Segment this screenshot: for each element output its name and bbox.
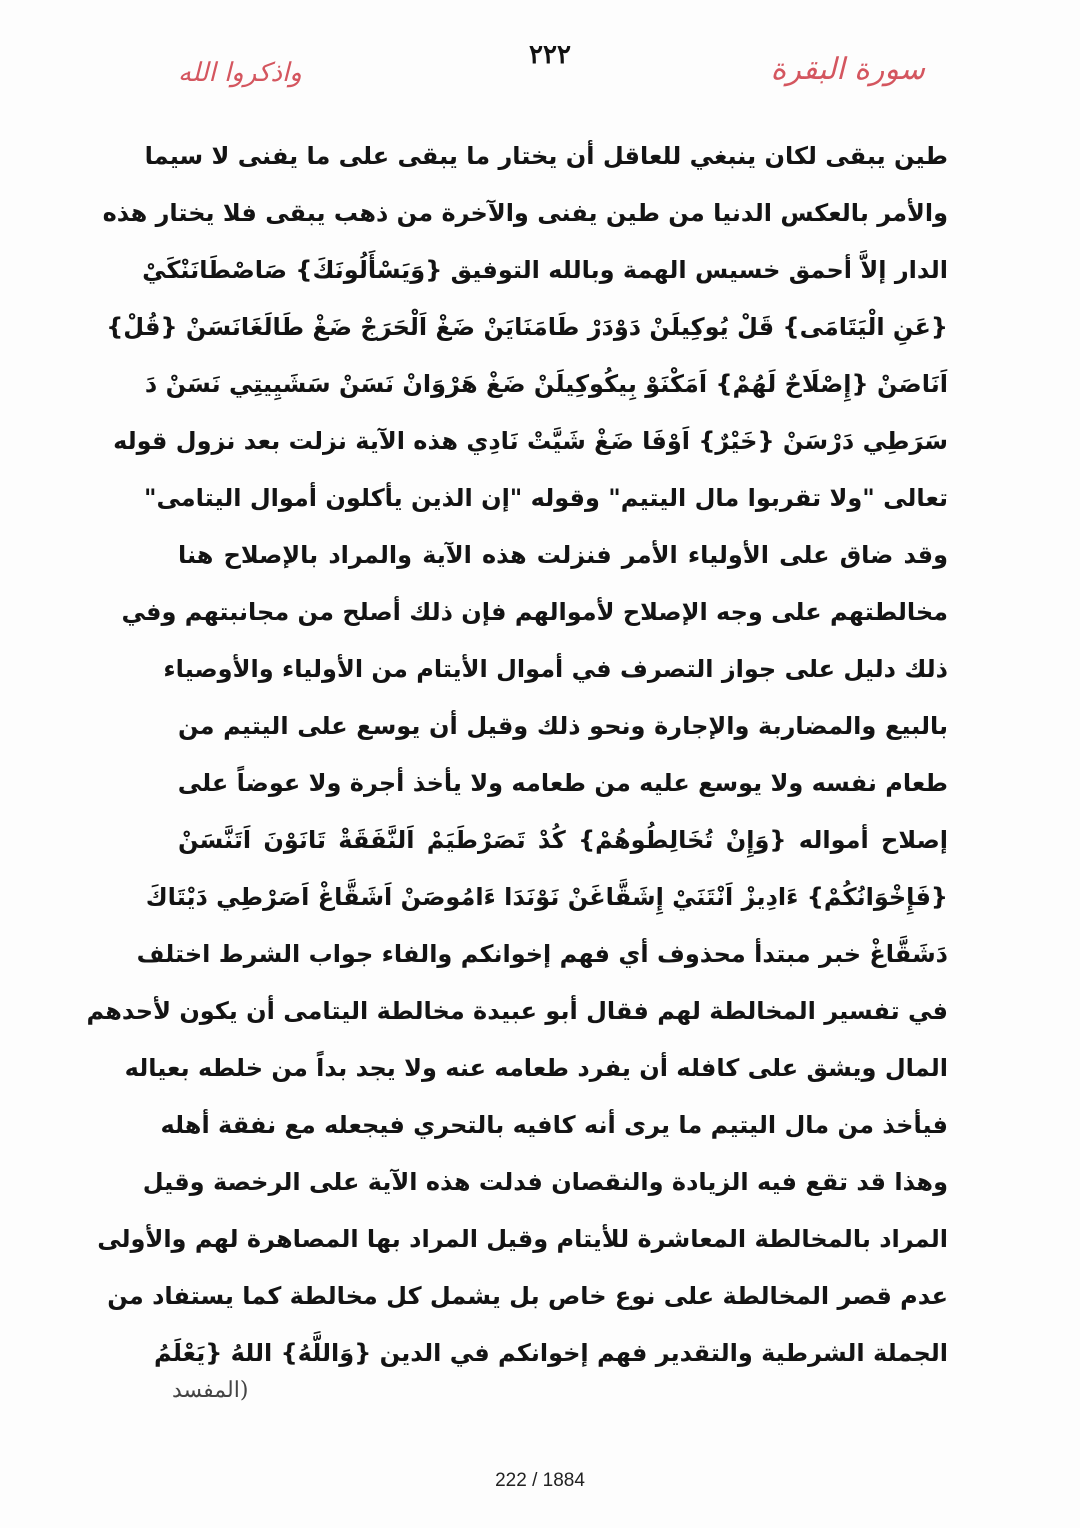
text-line: مخالطتهم على وجه الإصلاح لأموالهم فإن ذلك أصلح من مجانبتهم وفي: [121, 598, 948, 626]
text-line: الجملة الشرطية والتقدير فهم إخوانكم في الدين {وَاللَّهُ} اللهُ {يَعْلَمُ: [154, 1339, 948, 1367]
text-line: تعالى "ولا تقربوا مال اليتيم" وقوله "إن الذين يأكلون أموال اليتامى": [143, 484, 948, 512]
text-line: إصلاح أمواله {وَإِنْ تُخَالِطُوهُمْ} كُدْ تَصَرْطَيَمْ اَلنَّفَقَةْ تَانَوْنَ اَتَنَّسَنْ: [178, 826, 948, 854]
body-text: [86, 128, 948, 1382]
text-line: فيأخذ من مال اليتيم ما يرى أنه كافيه بالتحري فيجعله مع نفقة أهله: [160, 1111, 948, 1139]
text-line: اَنَاصَنْ {إِصْلَاحٌ لَهُمْ} اَمَكْنَوْ بِيكُوكِيلَنْ ضَغْ هَرْوَانْ نَسَنْ سَشَيِيتِي نَسَنْ دَ: [144, 370, 948, 398]
page-indicator: 222 / 1884: [495, 1470, 585, 1491]
handwritten-note-left: واذكروا الله: [178, 58, 302, 88]
text-line: وقد ضاق على الأولياء الأمر فنزلت هذه الآية والمراد بالإصلاح هنا: [178, 541, 948, 569]
text-line: عدم قصر المخالطة على نوع خاص بل يشمل كل مخالطة كما يستفاد من: [107, 1282, 948, 1310]
text-line: سَرَطِي دَرْسَنْ {خَيْرٌ} اَوْفَا ضَغْ شَيَّتْ نَادِي هذه الآية نزلت بعد نزول قوله: [113, 427, 948, 455]
text-line: المراد بالمخالطة المعاشرة للأيتام وقيل المراد بها المصاهرة لهم والأولى: [97, 1225, 948, 1253]
text-line: المال ويشق على كافله أن يفرد طعامه عنه ولا يجد بداً من خلطه بعياله: [124, 1054, 948, 1082]
text-line: بالبيع والمضاربة والإجارة ونحو ذلك وقيل أن يوسع على اليتيم من: [178, 712, 948, 740]
text-line: {فَإِخْوَانُكُمْ} ءَادِيزْ اَنْتَنَيْ إِشَقَّاغَنْ نَوْنَدَا ءَامُوصَنْ اَشَقَّاغْ اَصَرْطِي دَيْتَاكَ: [145, 883, 948, 911]
text-line: وهذا قد تقع فيه الزيادة والنقصان فدلت هذه الآية على الرخصة وقيل: [142, 1168, 948, 1196]
text-line: في تفسير المخالطة لهم فقال أبو عبيدة مخالطة اليتامى أن يكون لأحدهم: [86, 997, 948, 1025]
text-line: طين يبقى لكان ينبغي للعاقل أن يختار ما يبقى على ما يفنى لا سيما: [144, 142, 948, 170]
text-line: طعام نفسه ولا يوسع عليه من طعامه ولا يأخذ أجرة ولا عوضاً على: [177, 769, 948, 797]
text-line: ذلك دليل على جواز التصرف في أموال الأيتام من الأولياء والأوصياء: [163, 655, 948, 683]
page-number: ٢٢٢: [529, 40, 571, 70]
handwritten-surah-title: سورة البقرة: [770, 52, 925, 87]
text-line: دَشَقَّاغْ خبر مبتدأ محذوف أي فهم إخوانكم والفاء جواب الشرط اختلف: [136, 940, 948, 968]
footnote-catchword: (المفسد: [172, 1378, 249, 1403]
text-line: {عَنِ الْيَتَامَى} قَلْ يُوكِيلَنْ دَوْدَرْ طَامَنَايَنْ ضَغْ اَلْحَرَجْ ضَغْ طَالَغَانَسَنْ {قُلْ}: [106, 313, 948, 341]
text-line: الدار إلاَّ أحمق خسيس الهمة وبالله التوفيق {وَيَسْأَلُونَكَ} صَاصْطَانَنْكَيْ: [142, 256, 948, 284]
text-line: والأمر بالعكس الدنيا من طين يفنى والآخرة من ذهب يبقى فلا يختار هذه: [102, 199, 948, 227]
